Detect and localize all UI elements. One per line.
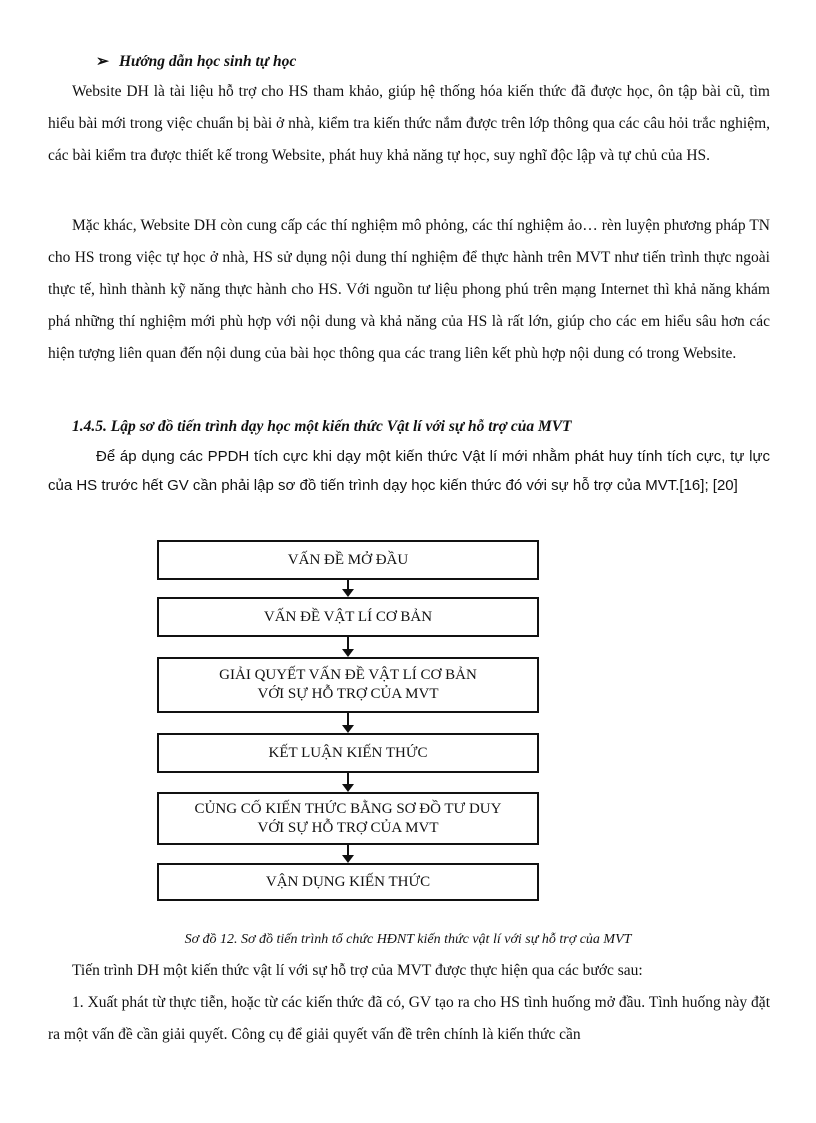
flow-arrow-2	[347, 637, 349, 655]
flow-step-3	[157, 657, 539, 713]
flow-step-6-line1: VẬN DỤNG KIẾN THỨC	[265, 873, 431, 890]
guide-heading-text: Hướng dẫn học sinh tự học	[119, 53, 297, 70]
paragraph-intro-flowchart: Để áp dụng các PPDH tích cực khi dạy một kiến thức Vật lí mới nhằm phát huy tính tích cực, tự lực của HS trước hết GV cần phải lập sơ đồ tiến trình dạy học kiến thức đó với sự hỗ trợ của MVT.[16]; [20]	[48, 448, 770, 494]
flow-step-4-line1: KẾT LUẬN KIẾN THỨC	[268, 744, 428, 761]
flow-step-2	[157, 597, 539, 637]
flow-step-3-line1: GIẢI QUYẾT VẤN ĐỀ VẬT LÍ CƠ BẢN	[219, 667, 477, 683]
flow-arrow-1	[347, 580, 349, 595]
arrow-bullet-icon: ➢	[96, 53, 109, 70]
flowchart-caption: Sơ đồ 12. Sơ đồ tiến trình tổ chức HĐNT kiến thức vật lí với sự hỗ trợ của MVT	[184, 932, 632, 947]
flow-arrow-5	[347, 845, 349, 861]
paragraph-steps-intro: Tiến trình DH một kiến thức vật lí với sự hỗ trợ của MVT được thực hiện qua các bước sau:	[72, 962, 643, 979]
flow-step-1-line1: VẤN ĐỀ MỞ ĐẦU	[287, 551, 409, 568]
flow-arrow-4	[347, 773, 349, 790]
flow-step-5-line1: CỦNG CỐ KIẾN THỨC BẰNG SƠ ĐỒ TƯ DUY	[194, 800, 502, 817]
flow-step-2-line1: VẤN ĐỀ VẬT LÍ CƠ BẢN	[263, 608, 433, 625]
flow-step-5	[157, 792, 539, 845]
guide-heading	[96, 52, 296, 71]
section-title: 1.4.5. Lập sơ đồ tiến trình dạy học một kiến thức Vật lí với sự hỗ trợ của MVT	[72, 418, 572, 435]
flow-step-4	[157, 733, 539, 773]
flow-arrow-3	[347, 713, 349, 731]
flow-step-6	[157, 863, 539, 901]
flow-step-1	[157, 540, 539, 580]
flow-step-3-line2: VỚI SỰ HỖ TRỢ CỦA MVT	[257, 686, 439, 702]
flow-step-5-line2: VỚI SỰ HỖ TRỢ CỦA MVT	[257, 819, 439, 836]
paragraph-website-support: Website DH là tài liệu hỗ trợ cho HS tham khảo, giúp hệ thống hóa kiến thức đã được học, ôn tập bài cũ, tìm hiểu bài mới trong việc chuẩn bị bài ở nhà, kiểm tra kiến thức nắm được trên lớp thông qua các câu hỏi trắc nghiệm, các bài kiểm tra được thiết kế trong Website, phát huy khả năng tự học, suy nghĩ độc lập và tự chủ của HS.	[48, 83, 770, 164]
paragraph-step-1: 1. Xuất phát từ thực tiễn, hoặc từ các kiến thức đã có, GV tạo ra cho HS tình huống mở đầu. Tình huống này đặt ra một vấn đề cần giải quyết. Công cụ để giải quyết vấn đề trên chính là kiến thức cần	[48, 994, 770, 1043]
paragraph-simulations: Mặc khác, Website DH còn cung cấp các thí nghiệm mô phỏng, các thí nghiệm ảo… rèn luyện phương pháp TN cho HS trong việc tự học ở nhà, HS sử dụng nội dung thí nghiệm để thực hành trên MVT như tiến trình thực ngoài thực tế, hình thành kỹ năng thực hành cho HS. Với nguồn tư liệu phong phú trên mạng Internet thì khả năng khám phá những thí nghiệm mới phù hợp với nội dung và khả năng của HS là rất lớn, giúp cho các em hiểu sâu hơn các hiện tượng liên quan đến nội dung của bài học thông qua các trang liên kết phù hợp nội dung có trong Website.	[48, 217, 770, 362]
